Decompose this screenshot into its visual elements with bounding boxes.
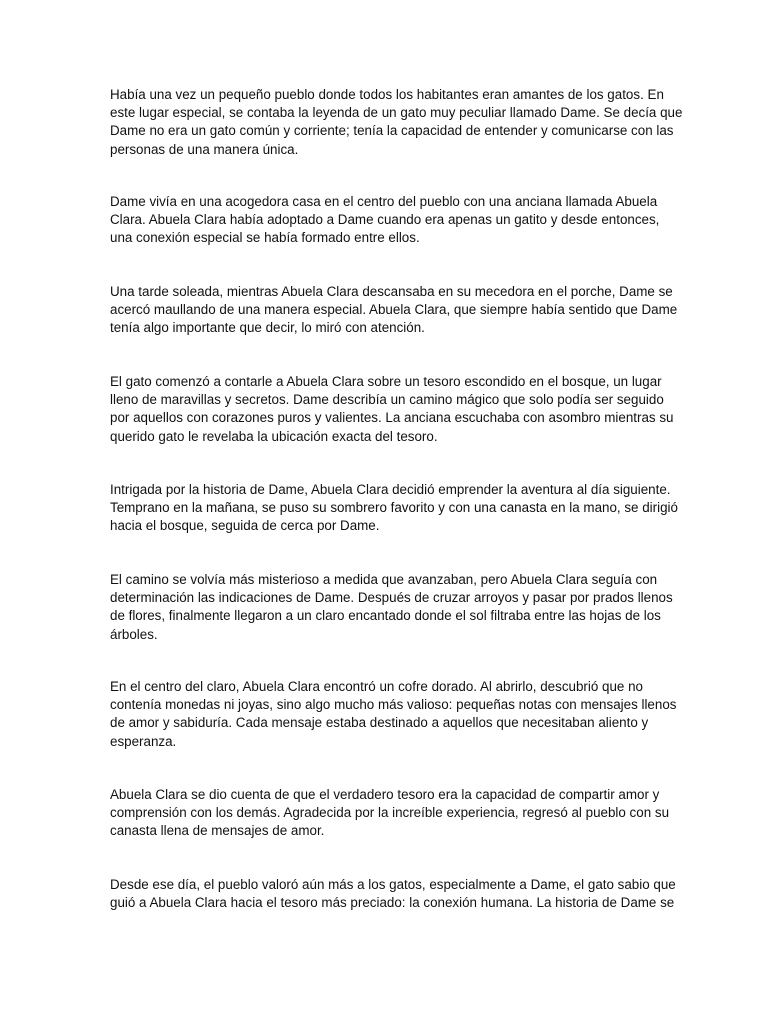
text-line: hacia el bosque, seguida de cerca por Dame.: [110, 518, 380, 534]
text-line: de amor y sabiduría. Cada mensaje estaba destinado a aquellos que necesitaban aliento y: [110, 715, 649, 731]
text-line: Temprano en la mañana, se puso su sombrero favorito y con una canasta en la mano, se dirigió: [110, 500, 678, 516]
text-line: acercó maullando de una manera especial. Abuela Clara, que siempre había sentido que Dame: [110, 302, 678, 318]
paragraph-3: [110, 283, 678, 338]
text-line: por aquellos con corazones puros y valientes. La anciana escuchaba con asombro mientras su: [110, 410, 674, 426]
paragraph-6: [110, 571, 673, 644]
text-line: Una tarde soleada, mientras Abuela Clara descansaba en su mecedora en el porche, Dame se: [110, 284, 673, 299]
text-line: canasta llena de mensajes de amor.: [110, 823, 325, 839]
paragraph-8: [110, 786, 670, 841]
paragraph-5: [110, 481, 678, 536]
text-line: comprensión con los demás. Agradecida por la increíble experiencia, regresó al pueblo con su: [110, 805, 670, 821]
text-line: contenía monedas ni joyas, sino algo mucho más valioso: pequeñas notas con mensajes llenos: [110, 697, 677, 713]
text-line: determinación las indicaciones de Dame. Después de cruzar arroyos y pasar por prados llenos: [110, 590, 673, 606]
text-line: una conexión especial se había formado entre ellos.: [110, 230, 420, 246]
paragraph-9: [110, 876, 676, 912]
text-line: guió a Abuela Clara hacia el tesoro más preciado: la conexión humana. La historia de Dame se: [110, 895, 675, 911]
text-line: lleno de maravillas y secretos. Dame describía un camino mágico que solo podía ser seguido: [110, 392, 664, 408]
text-line: Dame no era un gato común y corriente; tenía la capacidad de entender y comunicarse con las: [110, 123, 674, 139]
text-line: Había una vez un pequeño pueblo donde todos los habitantes eran amantes de los gatos. En: [110, 87, 664, 102]
text-line: Intrigada por la historia de Dame, Abuela Clara decidió emprender la aventura al día siguiente.: [110, 482, 671, 497]
paragraph-7: [110, 678, 677, 751]
text-line: En el centro del claro, Abuela Clara encontró un cofre dorado. Al abrirlo, descubrió que no: [110, 679, 643, 694]
text-line: El camino se volvía más misterioso a medida que avanzaban, pero Abuela Clara seguía con: [110, 572, 658, 587]
paragraph-1: [110, 86, 683, 159]
text-line: árboles.: [110, 626, 158, 642]
text-line: de flores, finalmente llegaron a un claro encantado donde el sol filtraba entre las hojas de los: [110, 608, 661, 624]
text-line: Clara. Abuela Clara había adoptado a Dame cuando era apenas un gatito y desde entonces,: [110, 212, 660, 228]
text-line: personas de una manera única.: [110, 141, 299, 157]
text-line: esperanza.: [110, 733, 177, 749]
paragraph-2: [110, 193, 660, 248]
text-line: El gato comenzó a contarle a Abuela Clara sobre un tesoro escondido en el bosque, un lugar: [110, 374, 662, 389]
text-line: tenía algo importante que decir, lo miró con atención.: [110, 320, 425, 336]
text-line: este lugar especial, se contaba la leyenda de un gato muy peculiar llamado Dame. Se decía que: [110, 105, 683, 121]
text-line: Abuela Clara se dio cuenta de que el verdadero tesoro era la capacidad de compartir amor y: [110, 787, 660, 802]
text-line: querido gato le revelaba la ubicación exacta del tesoro.: [110, 428, 438, 444]
text-line: Dame vivía en una acogedora casa en el centro del pueblo con una anciana llamada Abuela: [110, 194, 658, 209]
paragraph-4: [110, 373, 674, 446]
text-line: Desde ese día, el pueblo valoró aún más a los gatos, especialmente a Dame, el gato sabio que: [110, 877, 676, 892]
